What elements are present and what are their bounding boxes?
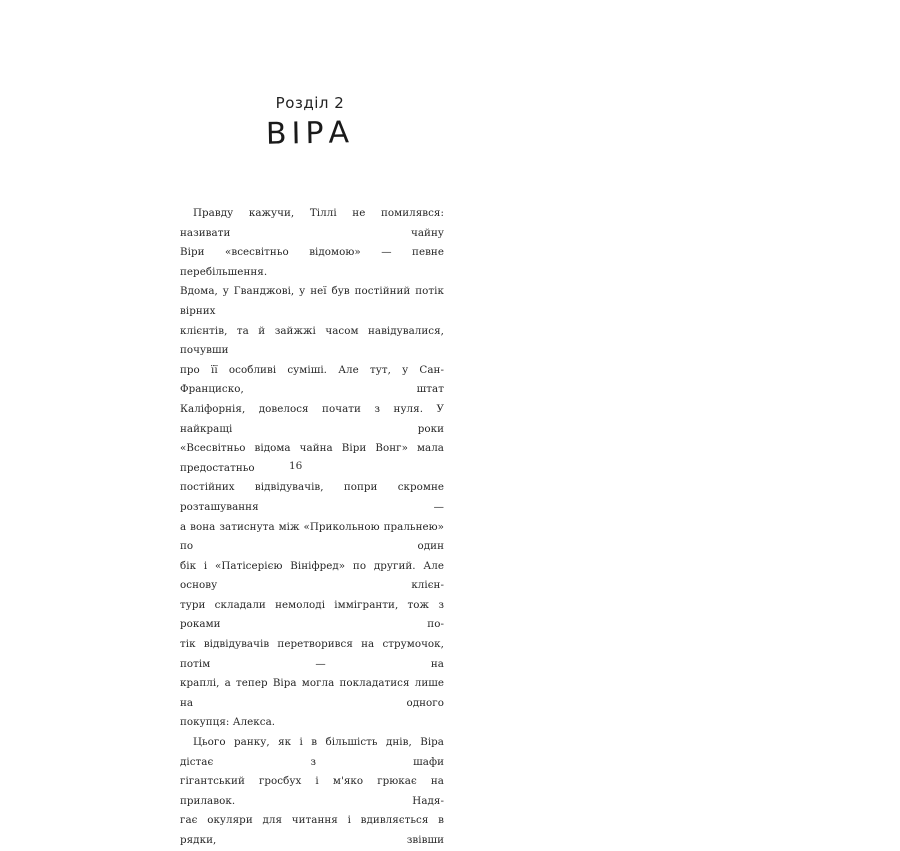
left-body-line: бік і «Патісерією Вініфред» по другий. Але основу клієн- [180,559,444,592]
left-body-line: постійних відвідувачів, попри скромне розташування — [180,481,444,513]
chapter-title: ВІРА [265,115,355,152]
page-number-left: 16 [289,460,303,472]
left-body-line: гає окуляри для читання і вдивляється в рядки, звівши [180,814,444,846]
left-body-line: про її особливі суміші. Але тут, у Сан-Франциско, штат [180,363,444,396]
left-body-line: краплі, а тепер Віра могла покладатися лише на одного [180,677,444,709]
left-body-line: клієнтів, та й зайжжі часом навідувалися, почувши [180,324,444,357]
left-body-line: тік відвідувачів перетворився на струмочок, потім — на [180,638,444,670]
left-page [0,0,450,846]
left-body-line: гігантський гросбух і м'яко грюкає на прилавок. Надя- [180,775,444,807]
left-body-line: Правду кажучи, Тіллі не помилявся: називати чайну [180,207,444,239]
left-body-line: «Всесвітньо відома чайна Віри Вонг» мала предостатньо [180,442,444,474]
left-body-line: Каліфорнія, довелося почати з нуля. У найкращі роки [180,402,444,435]
left-body-line: Вдома, у Гванджові, у неї був постійний потік вірних [180,285,444,317]
left-body-text [180,204,444,851]
left-body-line: Цього ранку, як і в більшість днів, Віра дістає з шафи [180,736,444,768]
left-body-line: покупця: Алекса. [180,716,276,729]
left-body-line: Віри «всесвітньо відомою» — певне перебільшення. [180,246,444,278]
right-page [450,0,900,510]
left-body-line: а вона затиснута між «Прикольною пральнею» по один [180,520,444,553]
chapter-label: Розділ 2 [275,94,345,112]
left-body-line: тури складали немолоді іммігранти, тож з роками по- [180,598,444,631]
